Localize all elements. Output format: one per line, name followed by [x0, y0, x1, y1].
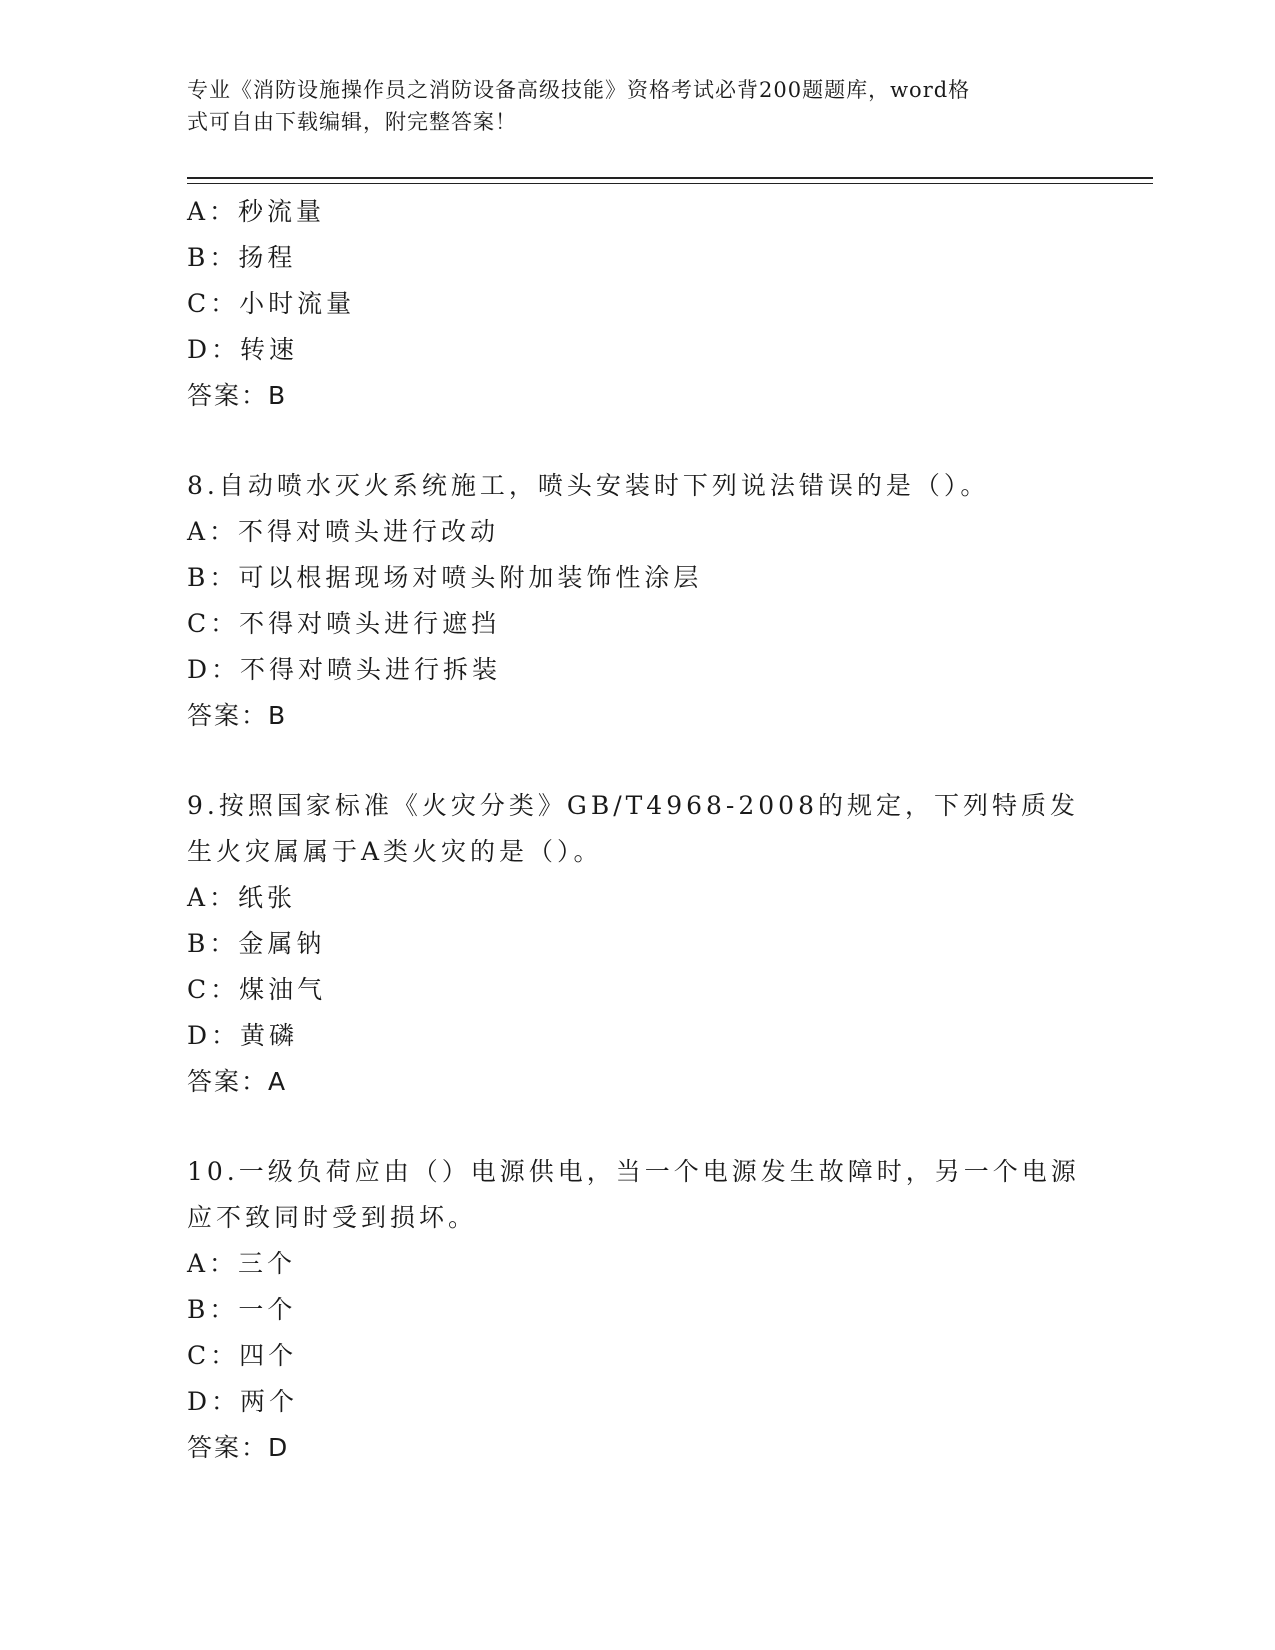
- question-10: [187, 1149, 1087, 1471]
- option-b: B：可以根据现场对喷头附加装饰性涂层: [187, 563, 703, 592]
- question-list: [187, 189, 1087, 1471]
- option-c: C：不得对喷头进行遮挡: [187, 609, 501, 638]
- option-c: C：小时流量: [187, 289, 356, 318]
- option-b: B：金属钠: [187, 929, 326, 958]
- option-b: B：一个: [187, 1295, 297, 1324]
- option-d: D：黄磷: [187, 1021, 299, 1050]
- header-line-1: 专业《消防设施操作员之消防设备高级技能》资格考试必背200题题库，word格: [187, 78, 971, 102]
- question-text: 9.按照国家标准《火灾分类》GB/T4968-2008的规定，下列特质发生火灾属属于A类火灾的是（）。: [187, 791, 1079, 866]
- header-rule-thick: [187, 177, 1153, 179]
- option-b: B：扬程: [187, 243, 297, 272]
- option-a: A：纸张: [187, 883, 297, 912]
- option-c: C：煤油气: [187, 975, 327, 1004]
- option-a: A：秒流量: [187, 197, 326, 226]
- option-d: D：转速: [187, 335, 299, 364]
- question-text: 10.一级负荷应由（）电源供电，当一个电源发生故障时，另一个电源应不致同时受到损坏。: [187, 1157, 1080, 1232]
- answer-line: 答案：B: [187, 701, 288, 730]
- option-c: C：四个: [187, 1341, 298, 1370]
- question-text: 8.自动喷水灭火系统施工，喷头安装时下列说法错误的是（）。: [187, 471, 990, 500]
- question-7: [187, 189, 1087, 419]
- header-rule-thin: [187, 183, 1153, 184]
- option-d: D：不得对喷头进行拆装: [187, 655, 502, 684]
- option-d: D：两个: [187, 1387, 299, 1416]
- answer-line: 答案：A: [187, 1067, 288, 1096]
- document-header: [187, 74, 1067, 138]
- question-8: [187, 463, 1087, 739]
- answer-line: 答案：B: [187, 381, 288, 410]
- option-a: A：不得对喷头进行改动: [187, 517, 500, 546]
- option-a: A：三个: [187, 1249, 297, 1278]
- question-9: [187, 783, 1087, 1105]
- answer-line: 答案：D: [187, 1433, 290, 1462]
- header-line-2: 式可自由下载编辑，附完整答案！: [187, 110, 517, 134]
